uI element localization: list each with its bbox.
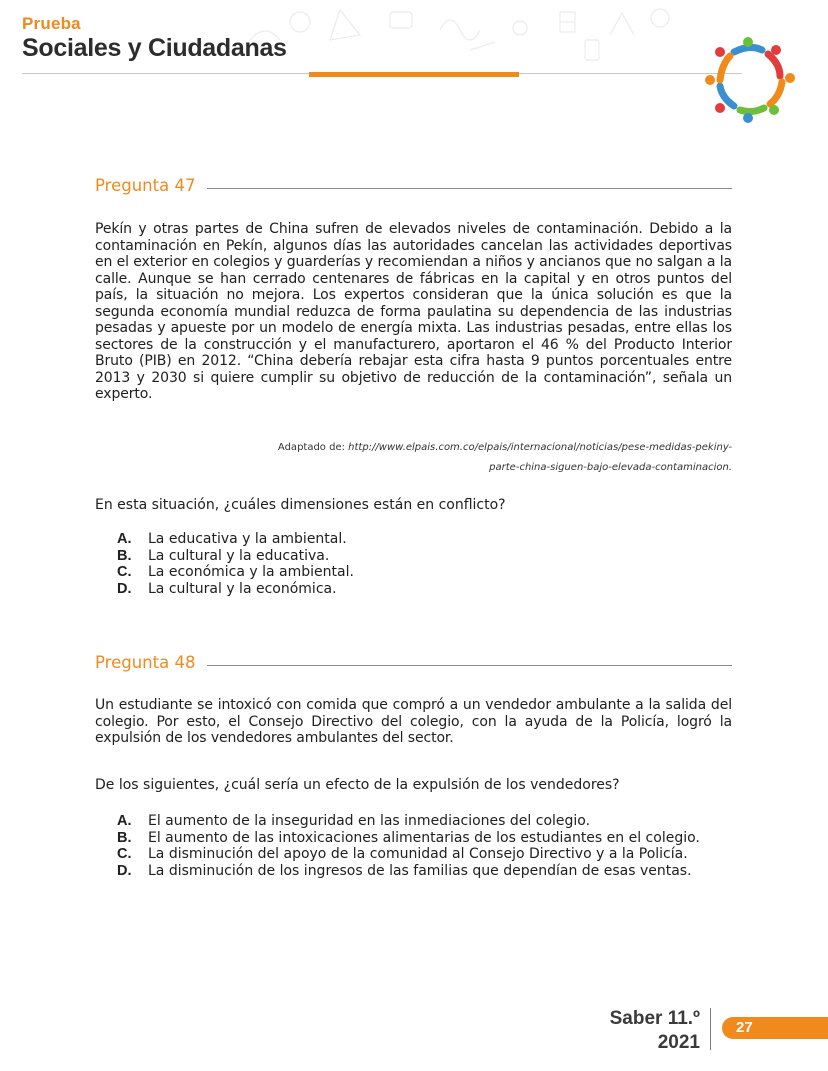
question-title: Pregunta 47 [95, 176, 207, 195]
source-url: http://www.elpais.com.co/elpais/internacional/noticias/pese-medidas-pekiny-parte-china-siguen-bajo-elevada-contaminacion. [348, 442, 732, 473]
option-d[interactable] [117, 863, 732, 880]
option-c[interactable] [117, 564, 732, 581]
question-47-prompt: En esta situación, ¿cuáles dimensiones están en conflicto? [95, 497, 506, 513]
footer-exam: Saber 11.º [609, 1008, 700, 1029]
option-letter: B. [117, 547, 132, 564]
option-text: La económica y la ambiental. [148, 564, 354, 580]
option-d[interactable] [117, 581, 732, 598]
option-text: La cultural y la económica. [148, 580, 337, 597]
option-letter: D. [117, 862, 132, 879]
header-accent-bar [309, 72, 519, 77]
question-48-heading [95, 653, 732, 677]
option-letter: A. [117, 813, 132, 829]
page-title: Sociales y Ciudadanas [22, 34, 287, 62]
question-48-options [117, 813, 732, 879]
footer-exam-label [610, 1007, 700, 1055]
option-letter: A. [117, 531, 132, 547]
question-48-prompt: De los siguientes, ¿cuál sería un efecto de la expulsión de los vendedores? [95, 777, 620, 793]
option-text: La disminución de los ingresos de las familias que dependían de esas ventas. [148, 862, 692, 879]
footer-year: 2021 [657, 1032, 700, 1053]
option-b[interactable] [117, 830, 732, 847]
option-text: La cultural y la educativa. [148, 547, 330, 564]
people-circle-logo [700, 34, 800, 124]
question-47-passage: Pekín y otras partes de China sufren de elevados niveles de contaminación. Debido a la contaminación en Pekín, algunos días las autoridades cancelan las actividades deportivas en el exterior en colegios y guarderías y recomiendan a niños y ancianos que no salgan a la calle. Aunque se han cerrado centenares de fábricas en la capital y en otros puntos del país, la situación no mejora. Los expertos consideran que la única solución es que la segunda economía mundial reduzca de forma paulatina su dependencia de las industrias pesadas y apueste por un modelo de energía mixta. Las industrias pesadas, entre ellas los sectores de la construcción y el manufacturero, aportaron el 46 % del Producto Interior Bruto (PIB) en 2012. “China debería rebajar esta cifra hasta 9 puntos porcentuales entre 2013 y 2030 si quiere cumplir su objetivo de reducción de la contaminación”, señala un experto. [95, 221, 732, 402]
option-b[interactable] [117, 548, 732, 565]
option-text: El aumento de las intoxicaciones alimentarias de los estudiantes en el colegio. [148, 829, 700, 846]
option-text: El aumento de la inseguridad en las inmediaciones del colegio. [148, 813, 591, 829]
option-letter: B. [117, 829, 132, 846]
option-a[interactable] [117, 813, 732, 830]
option-a[interactable] [117, 531, 732, 548]
question-title: Pregunta 48 [95, 653, 207, 672]
page-number: 27 [736, 1019, 753, 1036]
option-letter: C. [117, 846, 132, 862]
question-47-options [117, 531, 732, 597]
option-c[interactable] [117, 846, 732, 863]
option-letter: D. [117, 580, 132, 597]
option-letter: C. [117, 564, 132, 580]
question-47-source [250, 438, 732, 478]
header-subject-prefix: Prueba [22, 14, 81, 33]
footer-divider [710, 1008, 711, 1050]
question-47-heading [95, 176, 732, 200]
question-48-passage: Un estudiante se intoxicó con comida que compró a un vendedor ambulante a la salida del colegio. Por esto, el Consejo Directivo del colegio, con la ayuda de la Policía, logró la expulsión de los vendedores ambulantes del sector. [95, 697, 732, 746]
option-text: La disminución del apoyo de la comunidad al Consejo Directivo y a la Policía. [148, 846, 688, 862]
source-prefix: Adaptado de: [277, 442, 349, 453]
option-text: La educativa y la ambiental. [148, 531, 347, 547]
